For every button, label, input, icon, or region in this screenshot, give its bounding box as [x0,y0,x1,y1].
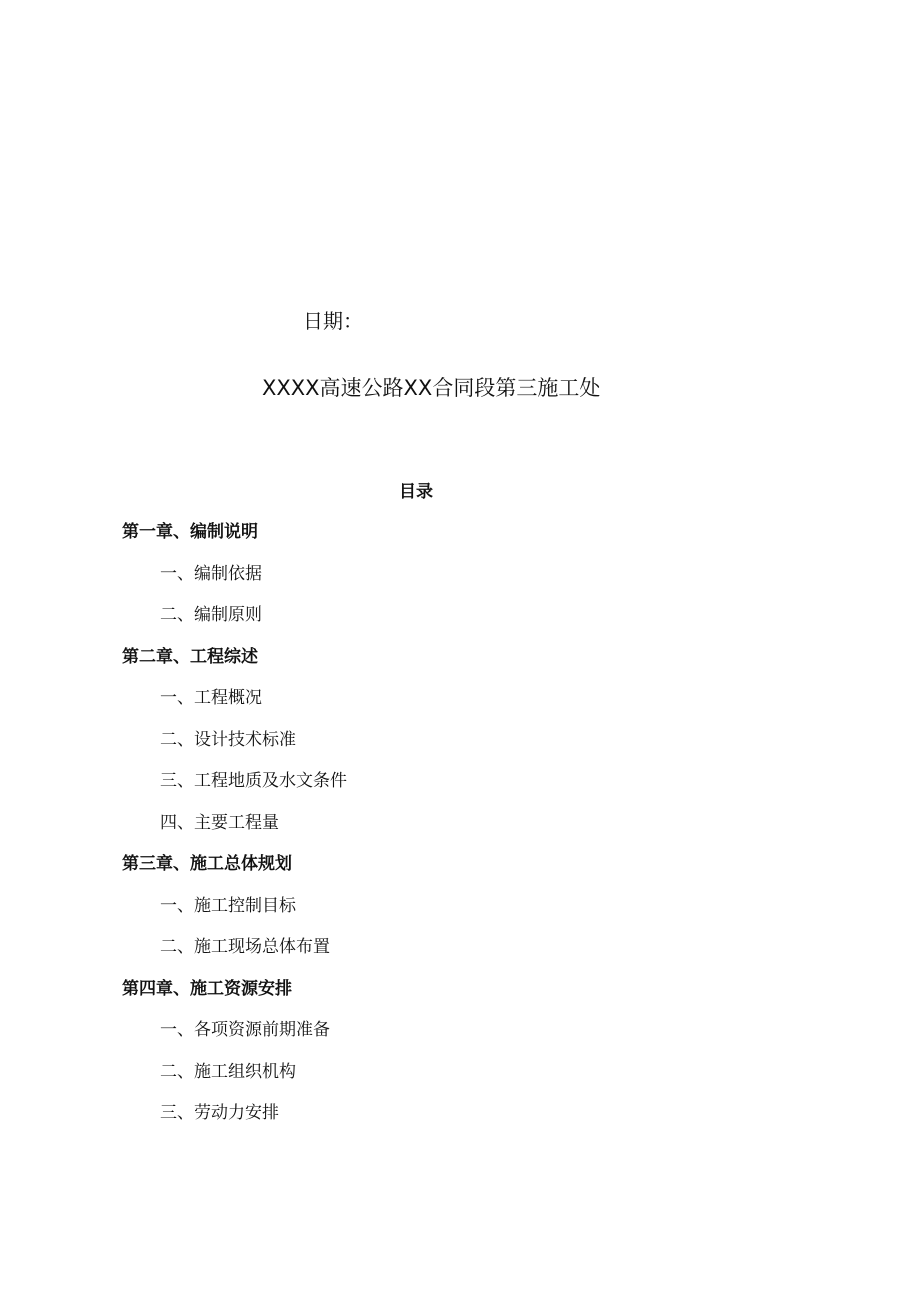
toc-section: 三、劳动力安排 [160,1103,279,1123]
toc-section: 二、施工现场总体布置 [160,937,330,957]
table-of-contents [0,520,920,1143]
toc-section: 二、设计技术标准 [160,729,296,750]
toc-title: 目录 [399,482,433,502]
toc-section: 三、工程地质及水文条件 [160,771,347,791]
toc-chapter: 第四章、施工资源安排 [122,978,292,999]
toc-section: 四、主要工程量 [160,812,279,833]
date-label: 日期： [303,309,363,333]
toc-section: 二、施工组织机构 [160,1061,296,1082]
toc-section: 一、工程概况 [160,688,262,708]
organization-name: XXXX高速公路XX合同段第三施工处 [262,376,601,400]
toc-section: 一、编制依据 [160,563,262,584]
toc-section: 一、各项资源前期准备 [160,1020,330,1040]
toc-section: 一、施工控制目标 [160,895,296,916]
toc-chapter: 第一章、编制说明 [122,522,258,542]
toc-chapter: 第二章、工程综述 [122,646,258,667]
toc-chapter: 第三章、施工总体规划 [122,854,292,874]
toc-section: 二、编制原则 [160,605,262,625]
